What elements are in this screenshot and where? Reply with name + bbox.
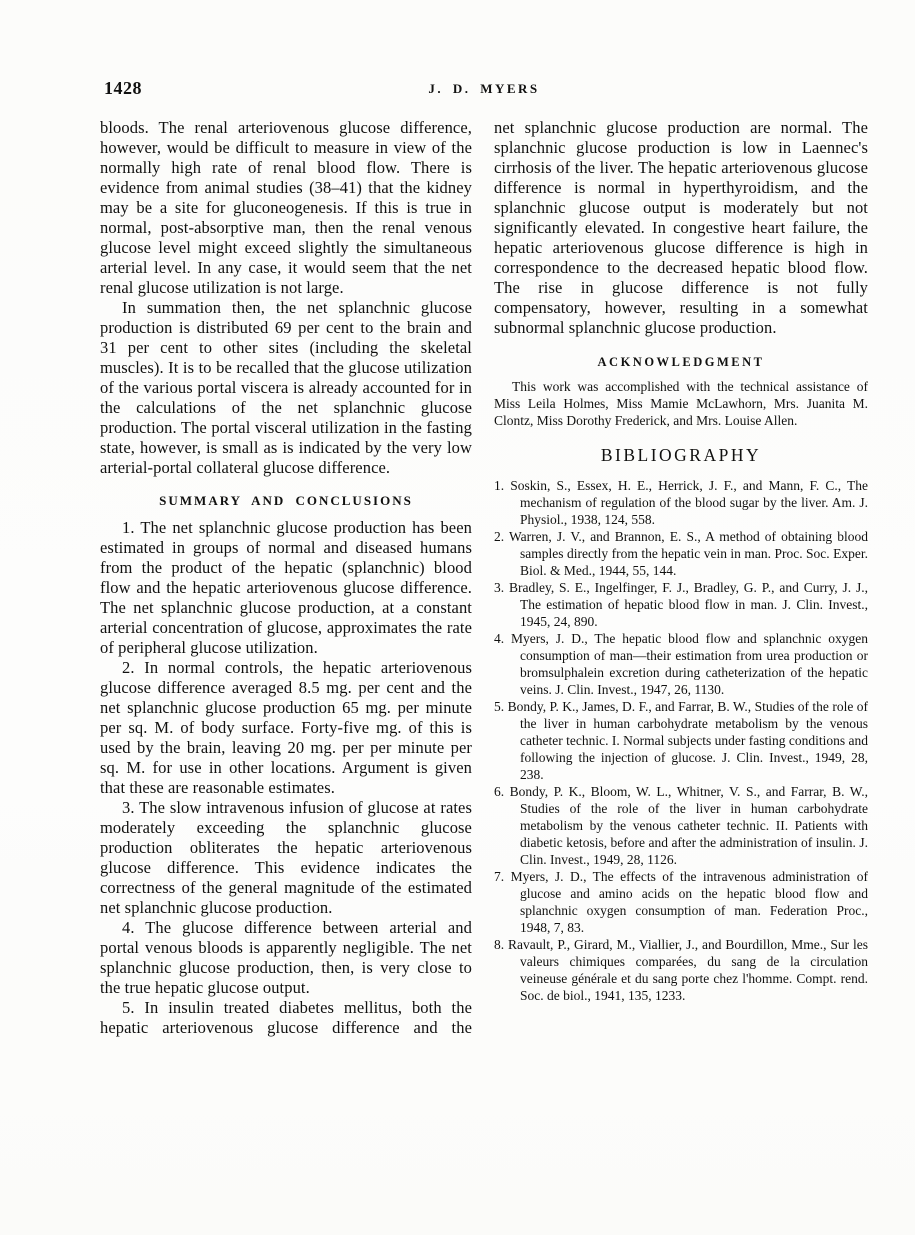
reference-number: 6. xyxy=(494,784,505,799)
reference-text: Bondy, P. K., Bloom, W. L., Whitner, V. S., and Farrar, B. W., Studies of the role of the liver in human carbohydrate metabolism by the venous catheter technic. II. Patients with diabetic ketosis, before and after the administration of insulin. J. Clin. Invest., 1949, 28, 1126. xyxy=(509,784,868,867)
reference-list xyxy=(494,477,868,1004)
reference-number: 8. xyxy=(494,937,505,952)
reference-item xyxy=(494,698,868,783)
reference-item xyxy=(494,783,868,868)
reference-number: 4. xyxy=(494,631,505,646)
reference-number: 3. xyxy=(494,580,505,595)
paragraph: bloods. The renal arteriovenous glucose difference, however, would be difficult to measure in view of the normally high rate of renal blood flow. There is evidence from animal studies (38–41) that the kidney may be a site for gluconeogenesis. If this is true in normal, post-absorptive man, then the renal venous glucose level might exceed slightly the simultaneous arterial level. In any case, it would seem that the net renal glucose utilization is not large. xyxy=(100,118,472,297)
page-number: 1428 xyxy=(104,78,142,98)
reference-item xyxy=(494,477,868,528)
paragraph: 3. The slow intravenous infusion of glucose at rates moderately exceeding the splanchnic glucose production obliterates the hepatic arteriovenous glucose difference. This evidence indicates the correctness of the general magnitude of the estimated net splanchnic glucose production. xyxy=(100,798,472,917)
section-heading-summary: SUMMARY AND CONCLUSIONS xyxy=(159,493,413,508)
left-column xyxy=(100,118,472,1038)
running-head: J. D. MYERS xyxy=(428,81,540,96)
reference-number: 7. xyxy=(494,869,505,884)
two-column-layout xyxy=(100,118,868,1038)
reference-item xyxy=(494,630,868,698)
section-heading-bibliography: BIBLIOGRAPHY xyxy=(600,445,762,465)
reference-item xyxy=(494,868,868,936)
reference-item xyxy=(494,528,868,579)
reference-text: Soskin, S., Essex, H. E., Herrick, J. F., and Mann, F. C., The mechanism of regulation of the blood sugar by the liver. Am. J. Physiol., 1938, 124, 558. xyxy=(510,478,868,527)
paragraph: 4. The glucose difference between arterial and portal venous bloods is apparently negligible. The net splanchnic glucose production, then, is very close to the true hepatic glucose output. xyxy=(100,918,472,997)
reference-text: Myers, J. D., The effects of the intravenous administration of glucose and amino acids on the hepatic blood flow and splanchnic oxygen consumption of man. Federation Proc., 1948, 7, 83. xyxy=(510,869,868,935)
reference-text: Bradley, S. E., Ingelfinger, F. J., Bradley, G. P., and Curry, J. J., The estimation of hepatic blood flow in man. J. Clin. Invest., 1945, 24, 890. xyxy=(508,580,868,629)
acknowledgment-text: This work was accomplished with the technical assistance of Miss Leila Holmes, Miss Mamie McLawhorn, Mrs. Juanita M. Clontz, Miss Dorothy Frederick, and Mrs. Louise Allen. xyxy=(494,379,868,428)
paragraph: 1. The net splanchnic glucose production has been estimated in groups of normal and diseased humans from the product of the hepatic (splanchnic) blood flow and the hepatic arteriovenous glucose difference. The net splanchnic glucose production, at a constant arterial concentration of glucose, approximates the rate of peripheral glucose utilization. xyxy=(100,518,472,657)
reference-number: 5. xyxy=(494,699,505,714)
reference-text: Bondy, P. K., James, D. F., and Farrar, B. W., Studies of the role of the liver in human carbohydrate metabolism by the venous catheter technic. I. Normal subjects under fasting conditions and following the injection of glucose. J. Clin. Invest., 1949, 28, 238. xyxy=(507,699,869,782)
reference-text: Ravault, P., Girard, M., Viallier, J., and Bourdillon, Mme., Sur les valeurs chimiques comparées, du sang de la circulation veineuse générale et du sang porte chez l'homme. Compt. rend. Soc. de biol., 1941, 135, 1233. xyxy=(508,937,869,1003)
reference-item xyxy=(494,936,868,1004)
reference-text: Warren, J. V., and Brannon, E. S., A method of obtaining blood samples directly from the hepatic vein in man. Proc. Soc. Exper. Biol. & Med., 1944, 55, 144. xyxy=(508,529,868,578)
paragraph: net splanchnic glucose production are normal. The splanchnic glucose production is low in Laennec's cirrhosis of the liver. The hepatic arteriovenous glucose difference is normal in hyperthyroidism, and the splanchnic glucose output is moderately but not significantly elevated. In congestive heart failure, the hepatic arteriovenous glucose difference is high in correspondence to the decreased hepatic blood flow. The rise in glucose difference is not fully compensatory, however, resulting in a somewhat subnormal splanchnic glucose production. xyxy=(494,118,868,337)
reference-number: 2. xyxy=(494,529,505,544)
section-heading-acknowledgment: ACKNOWLEDGMENT xyxy=(597,355,765,369)
reference-text: Myers, J. D., The hepatic blood flow and splanchnic oxygen consumption of man—their estimation from urea production or bromsulphalein excretion during catheterization of the hepatic veins. J. Clin. Invest., 1947, 26, 1130. xyxy=(511,631,868,697)
reference-number: 1. xyxy=(494,478,505,493)
reference-item xyxy=(494,579,868,630)
right-column xyxy=(494,118,868,1038)
page-header xyxy=(100,78,868,100)
paragraph: 2. In normal controls, the hepatic arteriovenous glucose difference averaged 8.5 mg. per cent and the net splanchnic glucose production 65 mg. per minute per sq. M. of body surface. Forty-five mg. of this is used by the brain, leaving 20 mg. per per minute per sq. M. for use in other locations. Argument is given that these are reasonable estimates. xyxy=(100,658,472,797)
paragraph: 5. In insulin treated diabetes mellitus, both the hepatic arteriovenous glucose difference and the xyxy=(100,998,472,1037)
paragraph: In summation then, the net splanchnic glucose production is distributed 69 per cent to the brain and 31 per cent to other sites (including the skeletal muscles). It is to be recalled that the glucose utilization of the various portal viscera is already accounted for in the calculations of the net splanchnic glucose production. The portal visceral utilization in the fasting state, however, is small as is indicated by the very low arterial-portal collateral glucose difference. xyxy=(100,298,472,477)
